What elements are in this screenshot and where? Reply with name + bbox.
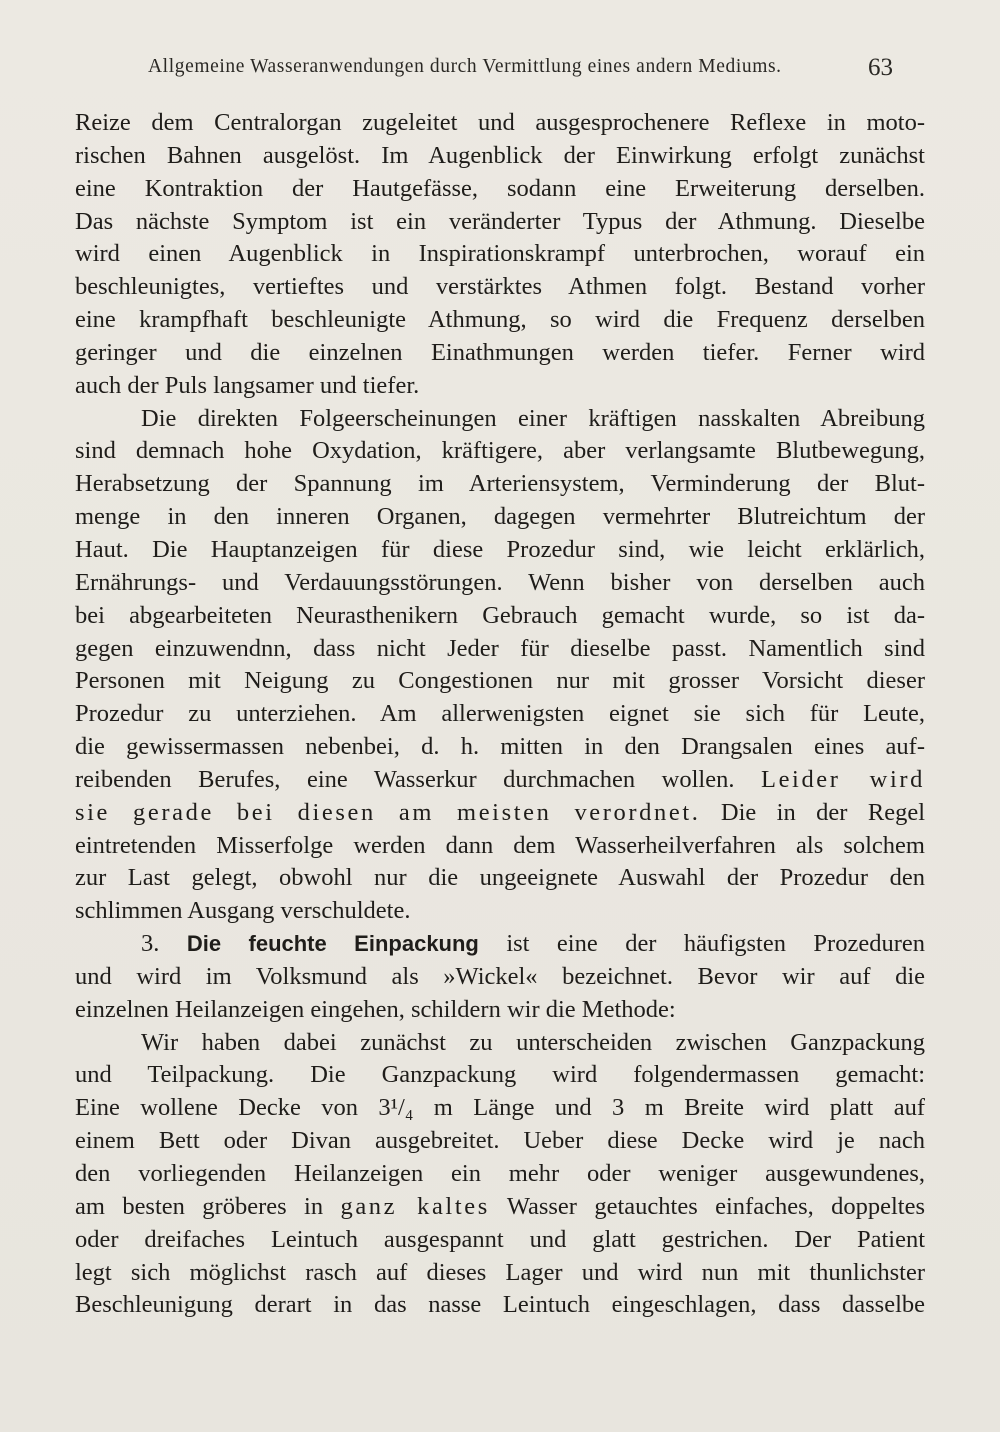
section-heading: Die feuchte Einpackung [186,931,479,957]
text-line: Wir haben dabei zunächst zu unterscheiden zwischen Ganzpackung [141,1028,925,1056]
text-line: auch der Puls langsamer und tiefer. [75,371,420,399]
text-line: Prozedur zu unterziehen. Am allerwenigsten eignet sie sich für Leute, [75,700,925,728]
text-line: Ernährungs- und Verdauungsstörungen. Wenn bisher von derselben auch [75,568,925,596]
text-line: Eine wollene Decke von 3¹/₄ m Länge und 3 m Breite wird platt auf [75,1094,925,1122]
text-segment: Die in der Regel [720,798,925,826]
text-line: zur Last gelegt, obwohl nur die ungeeignete Auswahl der Prozedur den [75,864,925,892]
text-line [75,797,925,830]
emphasized-text: sie gerade bei diesen am meisten verordnet. [75,798,701,826]
text-line: eine krampfhaft beschleunigte Athmung, so wird die Frequenz derselben [75,306,925,334]
text-line: sind demnach hohe Oxydation, kräftigere, aber verlangsamte Blutbewegung, [75,437,925,465]
text-line: rischen Bahnen ausgelöst. Im Augenblick der Einwirkung erfolgt zunächst [75,141,925,169]
text-line [75,764,925,797]
text-line: einem Bett oder Divan ausgebreitet. Ueber diese Decke wird je nach [75,1127,925,1155]
text-line: legt sich möglichst rasch auf dieses Lager und wird nun mit thunlichster [75,1258,925,1286]
text-line: eintretenden Misserfolge werden dann dem Wasserheilverfahren als solchem [75,831,925,859]
text-line: Herabsetzung der Spannung im Arteriensystem, Verminderung der Blut- [75,470,925,498]
text-segment: reibenden Berufes, eine Wasserkur durchmachen wollen. [75,765,735,793]
text-line: den vorliegenden Heilanzeigen ein mehr oder weniger ausgewundenes, [75,1160,925,1187]
text-segment: Wasser getauchtes einfaches, doppeltes [506,1192,925,1220]
text-line: geringer und die einzelnen Einathmungen werden tiefer. Ferner wird [75,338,925,366]
text-segment: am besten gröberes in [75,1192,324,1220]
text-line: beschleunigtes, vertieftes und verstärktes Athmen folgt. Bestand vorher [75,273,925,301]
text-line: und wird im Volksmund als »Wickel« bezeichnet. Bevor wir auf die [75,962,925,990]
text-line: Personen mit Neigung zu Congestionen nur mit grosser Vorsicht dieser [75,667,925,695]
text-segment: ist eine der häufigsten Prozeduren [506,930,925,958]
text-line: Haut. Die Hauptanzeigen für diese Prozedur sind, wie leicht erklärlich, [75,535,925,563]
text-line: Die direkten Folgeerscheinungen einer kräftigen nasskalten Abreibung [141,404,925,432]
text-line: bei abgearbeiteten Neurasthenikern Gebrauch gemacht wurde, so ist da- [75,601,925,629]
body-text [75,107,925,1322]
text-line: und Teilpackung. Die Ganzpackung wird folgendermassen gemacht: [75,1061,925,1089]
text-line: Das nächste Symptom ist ein veränderter Typus der Athmung. Dieselbe [75,207,925,235]
emphasized-text: Leider wird [761,765,925,793]
emphasized-text: ganz kaltes [340,1192,490,1220]
text-line [75,928,925,961]
text-line: gegen einzuwendnn, dass nicht Jeder für dieselbe passt. Namentlich sind [75,634,925,662]
text-line: die gewissermassen nebenbei, d. h. mitten in den Drangsalen eines auf- [75,733,925,761]
section-number: 3. [141,930,160,958]
running-head: Allgemeine Wasseranwendungen durch Vermittlung eines andern Mediums. [148,56,782,77]
text-line: Reize dem Centralorgan zugeleitet und ausgesprochenere Reflexe in moto- [75,109,925,136]
text-line: menge in den inneren Organen, dagegen vermehrter Blutreichtum der [75,503,925,531]
text-line: einzelnen Heilanzeigen eingehen, schildern wir die Methode: [75,995,676,1023]
text-line: wird einen Augenblick in Inspirationskrampf unterbrochen, worauf ein [75,240,925,268]
text-line: Beschleunigung derart in das nasse Leintuch eingeschlagen, dass dasselbe [75,1291,925,1319]
text-line: eine Kontraktion der Hautgefässe, sodann eine Erweiterung derselben. [75,174,925,202]
text-line: oder dreifaches Leintuch ausgespannt und glatt gestrichen. Der Patient [75,1225,925,1253]
text-line: schlimmen Ausgang verschuldete. [75,897,411,925]
text-line [75,1191,925,1224]
page-number: 63 [868,54,893,81]
